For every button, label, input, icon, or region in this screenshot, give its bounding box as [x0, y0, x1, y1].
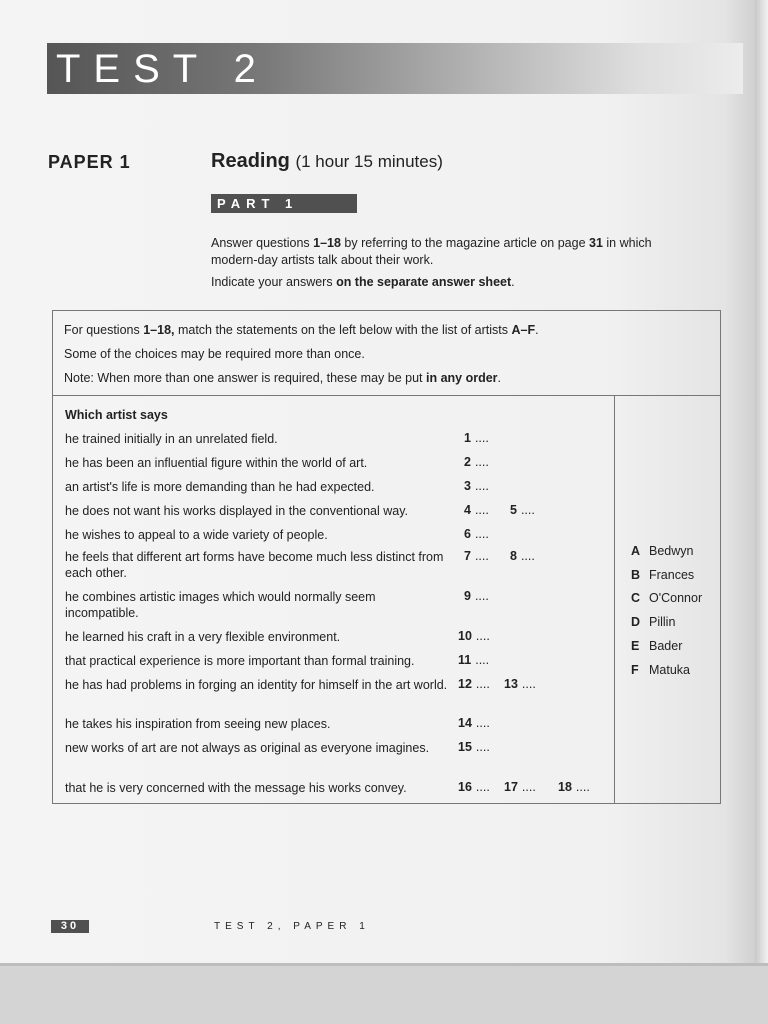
answer-blank: .... [474, 549, 489, 563]
answer-blank: .... [475, 653, 490, 667]
answer-slot[interactable] [510, 549, 535, 563]
answer-blank: .... [575, 780, 590, 794]
artist-name: Pillin [649, 615, 676, 630]
statement-text: he combines artistic images which would normally seem incompatible. [65, 590, 376, 620]
answer-blank: .... [474, 455, 489, 469]
answer-slot[interactable] [504, 780, 536, 794]
answer-blank: .... [520, 503, 535, 517]
artist-letter: E [631, 638, 640, 653]
statement-text: he does not want his works displayed in the conventional way. [65, 504, 409, 518]
question-number: 6 [464, 527, 471, 541]
column-divider [614, 395, 615, 804]
answer-blank: .... [520, 549, 535, 563]
answer-slot[interactable] [464, 503, 489, 517]
question-number: 8 [510, 549, 517, 563]
question-number: 18 [558, 780, 572, 794]
artist-name: Matuka [649, 662, 690, 677]
answer-slot[interactable] [458, 653, 489, 667]
answer-blank: .... [474, 479, 489, 493]
question-number: 2 [464, 455, 471, 469]
artist-option [631, 663, 690, 677]
question-number: 11 [458, 653, 472, 667]
artist-letter: D [631, 615, 641, 630]
answer-slot[interactable] [510, 503, 535, 517]
test-title: TEST 2 [56, 47, 269, 91]
scan-margin [0, 966, 768, 1024]
answer-blank: .... [474, 431, 489, 445]
artist-option [631, 591, 702, 605]
answer-slot[interactable] [464, 431, 489, 445]
statement-text: new works of art are not always as original as everyone imagines. [65, 741, 430, 755]
section-title [211, 150, 443, 173]
part-badge: PART 1 [211, 194, 357, 213]
answer-slot[interactable] [558, 780, 590, 794]
question-number: 9 [464, 589, 471, 603]
statement-text: that practical experience is more important than formal training. [65, 654, 415, 668]
statement-text: he learned his craft in a very flexible environment. [65, 630, 341, 644]
answer-blank: .... [521, 780, 536, 794]
artist-name: O'Connor [649, 591, 703, 606]
artist-option [631, 568, 694, 582]
question-number: 17 [504, 780, 518, 794]
artist-letter: C [631, 591, 641, 606]
answer-slot[interactable] [464, 527, 489, 541]
question-number: 15 [458, 740, 472, 754]
statement-text: he feels that different art forms have become much less distinct from each other. [65, 550, 444, 580]
intro-instruction: Answer questions 1–18 by referring to the magazine article on page 31 in which modern-day artists talk about their work. [211, 236, 652, 267]
statement-text: an artist's life is more demanding than he had expected. [65, 480, 375, 494]
question-number: 13 [504, 677, 518, 691]
statement-text: he takes his inspiration from seeing new places. [65, 717, 331, 731]
answer-slot[interactable] [458, 677, 490, 691]
answer-blank: .... [474, 527, 489, 541]
statement-text: he has been an influential figure within the world of art. [65, 456, 368, 470]
answer-slot[interactable] [458, 716, 490, 730]
answer-blank: .... [521, 677, 536, 691]
artist-letter: B [631, 567, 641, 582]
task-instruction: For questions 1–18, match the statements on the left below with the list of artists A–F. [64, 323, 539, 337]
answer-slot[interactable] [464, 455, 489, 469]
answer-blank: .... [475, 740, 490, 754]
answer-slot[interactable] [464, 479, 489, 493]
statement-text: he wishes to appeal to a wide variety of people. [65, 528, 328, 542]
answer-blank: .... [475, 716, 490, 730]
section-duration: (1 hour 15 minutes) [295, 152, 443, 171]
task-note-order: Note: When more than one answer is required, these may be put in any order. [64, 371, 502, 385]
question-number: 14 [458, 716, 472, 730]
question-number: 12 [458, 677, 472, 691]
answer-slot[interactable] [458, 629, 490, 643]
artist-name: Bader [649, 638, 683, 653]
answer-blank: .... [474, 589, 489, 603]
question-heading: Which artist says [65, 408, 168, 422]
answer-slot[interactable] [458, 780, 490, 794]
question-number: 3 [464, 479, 471, 493]
artist-option [631, 544, 693, 558]
answer-slot[interactable] [504, 677, 536, 691]
artist-option [631, 639, 682, 653]
artist-name: Bedwyn [649, 544, 694, 558]
answer-blank: .... [475, 780, 490, 794]
page-number: 30 [51, 920, 89, 933]
question-number: 5 [510, 503, 517, 517]
answer-blank: .... [474, 503, 489, 517]
answer-slot[interactable] [458, 740, 490, 754]
question-number: 1 [464, 431, 471, 445]
artist-letter: F [631, 662, 639, 677]
page-gutter [755, 0, 768, 966]
artist-letter: A [631, 544, 641, 558]
statement-text: that he is very concerned with the message his works convey. [65, 781, 407, 795]
question-number: 7 [464, 549, 471, 563]
question-number: 10 [458, 629, 472, 643]
question-number: 16 [458, 780, 472, 794]
paper-label: PAPER 1 [48, 152, 131, 172]
section-name: Reading [211, 150, 290, 172]
question-number: 4 [464, 503, 471, 517]
statement-text: he trained initially in an unrelated field. [65, 432, 278, 446]
answer-slot[interactable] [464, 549, 489, 563]
answer-blank: .... [475, 629, 490, 643]
artist-option [631, 615, 675, 629]
answer-blank: .... [475, 677, 490, 691]
artist-name: Frances [649, 567, 695, 582]
answer-slot[interactable] [464, 589, 489, 603]
box-divider [52, 395, 721, 396]
answer-sheet-instruction: Indicate your answers on the separate answer sheet. [211, 275, 515, 289]
running-head: TEST 2, PAPER 1 [214, 921, 370, 932]
statement-text: he has had problems in forging an identity for himself in the art world. [65, 678, 448, 692]
task-note-choices: Some of the choices may be required more than once. [64, 347, 365, 361]
